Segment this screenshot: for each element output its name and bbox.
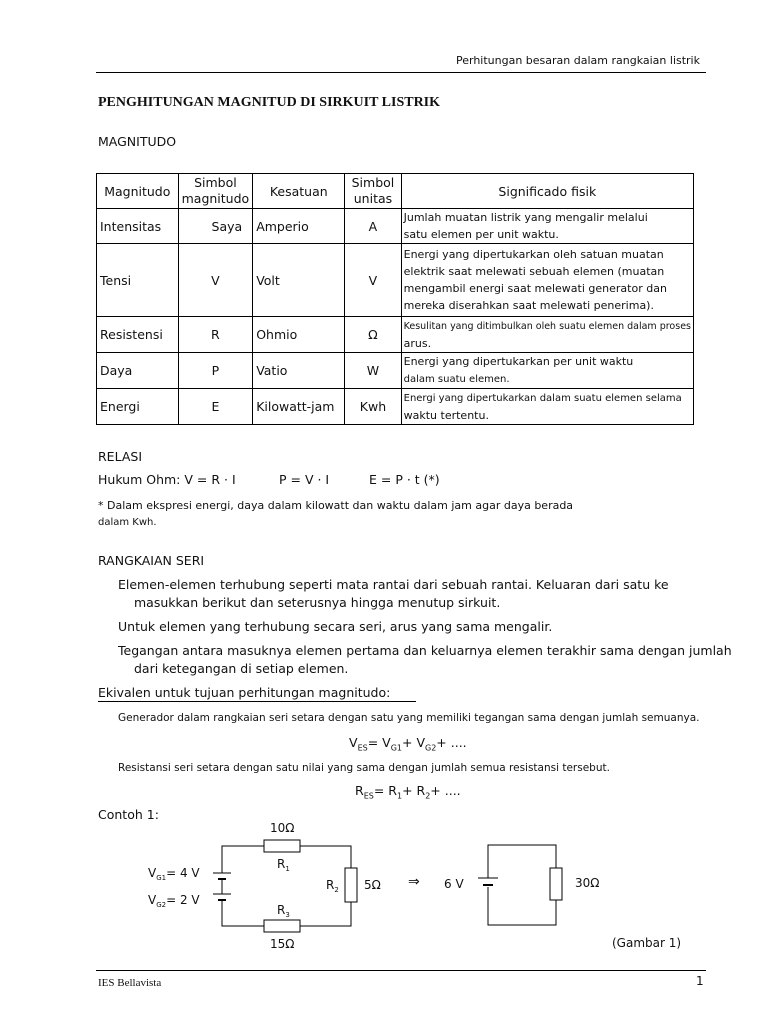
relasi-heading: RELASI [98, 449, 143, 464]
figure-caption: (Gambar 1) [612, 936, 682, 950]
table-header-row [97, 174, 694, 209]
page-title: PENGHITUNGAN MAGNITUD DI SIRKUIT LISTRIK [98, 95, 441, 110]
cell-unit: V [345, 244, 401, 317]
cell-kesatuan: Vatio [253, 353, 345, 389]
cell-significado: Jumlah muatan listrik yang mengalir melalui satu elemen per unit waktu. [401, 209, 693, 244]
table-row [97, 209, 694, 244]
table-row [97, 389, 694, 425]
cell-magnitudo: Tensi [97, 244, 179, 317]
cell-magnitudo: Resistensi [97, 317, 179, 353]
circuit-diagram [0, 815, 768, 955]
energy-formula: E = P · t (*) [369, 472, 440, 487]
r2-label: $R_2$ [326, 878, 339, 894]
header-simbol-unit: Simbol unitas [345, 174, 401, 209]
header-kesatuan: Kesatuan [253, 174, 345, 209]
resistor-equivalent [550, 868, 562, 900]
cell-unit: W [345, 353, 401, 389]
res-bullet: Resistansi seri setara dengan satu nilai yang sama dengan jumlah semua resistansi tersebut. [118, 762, 610, 774]
header-magnitudo: Magnitudo [97, 174, 179, 209]
cell-kesatuan: Amperio [253, 209, 345, 244]
cell-significado: Energi yang dipertukarkan dalam suatu elemen selama waktu tertentu. [401, 389, 693, 425]
footer-rule [96, 970, 706, 971]
contoh-label: Contoh 1: [98, 807, 159, 822]
resistor-r3 [264, 920, 300, 932]
wire [488, 887, 556, 925]
cell-magnitudo: Energi [97, 389, 179, 425]
cell-magnitudo: Daya [97, 353, 179, 389]
wire [222, 900, 264, 926]
ekivalen-heading: Ekivalen untuk tujuan perhitungan magnitudo: [98, 685, 391, 700]
seri-bullet-3: Tegangan antara masuknya elemen pertama dan keluarnya elemen terakhir sama dengan jumlah dari ketegangan di setiap elemen. [118, 643, 732, 676]
r1-value: 10Ω [270, 821, 295, 835]
relasi-note: * Dalam ekspresi energi, daya dalam kilowatt dan waktu dalam jam agar daya berada dalam Kwh. [98, 499, 574, 528]
cell-unit: Kwh [345, 389, 401, 425]
running-header: Perhitungan besaran dalam rangkaian listrik [455, 54, 700, 67]
cell-simbol: E [178, 389, 253, 425]
equivalence-arrow: ⇒ [408, 874, 420, 890]
gen-bullet: Generador dalam rangkaian seri setara dengan satu yang memiliki tegangan sama dengan jumlah semuanya. [118, 712, 700, 724]
resistor-r1 [264, 840, 300, 852]
magnitude-table [96, 173, 694, 425]
cell-magnitudo: Intensitas [97, 209, 179, 244]
footer-school: IES Bellavista [98, 977, 162, 989]
cell-kesatuan: Volt [253, 244, 345, 317]
r3-value: 15Ω [270, 937, 295, 951]
res-formula: $R_{ES}= R_1+ R_2+$ .... [355, 783, 461, 801]
header-significado: Significado fisik [401, 174, 693, 209]
cell-significado: Energi yang dipertukarkan oleh satuan muatan elektrik saat melewati sebuah elemen (muatan mengambil energi saat melewati generator dan mereka diserahkan saat melewati penerima). [401, 244, 693, 317]
cell-significado: Kesulitan yang ditimbulkan oleh suatu elemen dalam proses arus. [401, 317, 693, 353]
cell-simbol: R [178, 317, 253, 353]
ekivalen-underline [98, 701, 416, 702]
resistor-r2 [345, 868, 357, 902]
magnitudo-heading: MAGNITUDO [98, 134, 177, 149]
page-number: 1 [696, 974, 704, 988]
wire [488, 845, 556, 878]
seri-heading: RANGKAIAN SERI [98, 553, 205, 568]
table-row [97, 353, 694, 389]
relasi-formulas [98, 472, 698, 487]
cell-simbol: Saya [178, 209, 253, 244]
wire [300, 846, 351, 868]
cell-unit: A [345, 209, 401, 244]
r3-label: $R_3$ [277, 903, 290, 919]
eq-voltage: 6 V [444, 877, 464, 891]
cell-significado: Energi yang dipertukarkan per unit waktu dalam suatu elemen. [401, 353, 693, 389]
cell-unit: Ω [345, 317, 401, 353]
r1-label: $R_1$ [277, 857, 290, 873]
table-row [97, 244, 694, 317]
seri-bullet-2: Untuk elemen yang terhubung secara seri, arus yang sama mengalir. [118, 619, 553, 634]
vg2-label: $V_{G2}= 2$ V [148, 893, 200, 909]
table-row [97, 317, 694, 353]
vg1-label: $V_{G1}= 4$ V [148, 866, 200, 882]
ohm-formula: Hukum Ohm: V = R · I [98, 472, 236, 487]
eq-resistance: 30Ω [575, 876, 600, 890]
cell-simbol: V [178, 244, 253, 317]
power-formula: P = V · I [279, 472, 330, 487]
r2-value: 5Ω [364, 878, 381, 892]
seri-bullet-1: Elemen-elemen terhubung seperti mata rantai dari sebuah rantai. Keluaran dari satu ke masukkan berikut dan seterusnya hingga menutup sirkuit. [118, 577, 669, 610]
wire [222, 846, 264, 873]
header-rule [96, 72, 706, 73]
wire [300, 902, 351, 926]
cell-kesatuan: Ohmio [253, 317, 345, 353]
cell-kesatuan: Kilowatt-jam [253, 389, 345, 425]
header-simbol: Simbol magnitudo [178, 174, 253, 209]
gen-formula: $V_{ES}= V_{G1}+ V_{G2}+$ .... [349, 735, 467, 753]
cell-simbol: P [178, 353, 253, 389]
